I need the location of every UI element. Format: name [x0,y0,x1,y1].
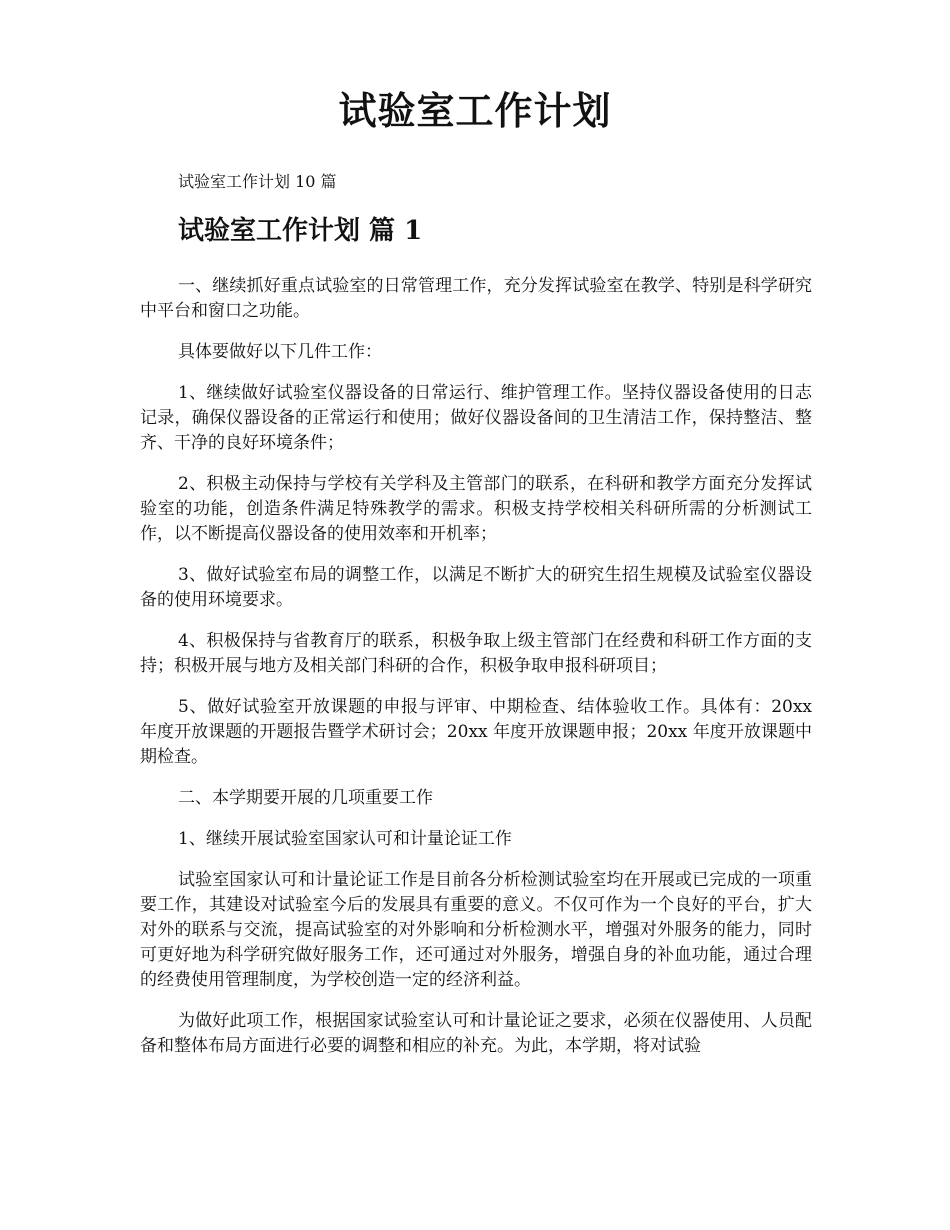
paragraph: 具体要做好以下几件工作： [178,342,382,362]
paragraph: 5、做好试验室开放课题的申报与评审、中期检查、结体验收工作。具体有：20xx 年度开放课题的开题报告暨学术研讨会；20xx 年度开放课题申报；20xx 年度开放课题中期检查。 [140,697,812,767]
paragraph: 为做好此项工作，根据国家试验室认可和计量论证之要求，必须在仪器使用、人员配备和整体布局方面进行必要的调整和相应的补充。为此，本学期，将对试验 [140,1011,812,1056]
paragraph: 1、继续开展试验室国家认可和计量论证工作 [178,829,512,849]
paragraph: 二、本学期要开展的几项重要工作 [178,788,433,808]
section-heading: 试验室工作计划 篇 1 [178,216,423,246]
paragraph: 1、继续做好试验室仪器设备的日常运行、维护管理工作。坚持仪器设备使用的日志记录，确保仪器设备的正常运行和使用；做好仪器设备间的卫生清洁工作，保持整洁、整齐、干净的良好环境条件； [140,383,812,453]
paragraph: 2、积极主动保持与学校有关学科及主管部门的联系，在科研和教学方面充分发挥试验室的功能，创造条件满足特殊教学的需求。积极支持学校相关科研所需的分析测试工作，以不断提高仪器设备的使用效率和开机率； [140,474,812,544]
document-subtitle: 试验室工作计划 10 篇 [178,172,337,191]
paragraph: 一、继续抓好重点试验室的日常管理工作，充分发挥试验室在教学、特别是科学研究中平台和窗口之功能。 [140,276,812,321]
document-body [140,170,812,1075]
paragraph: 试验室国家认可和计量论证工作是目前各分析检测试验室均在开展或已完成的一项重要工作，其建设对试验室今后的发展具有重要的意义。不仅可作为一个良好的平台，扩大对外的联系与交流，提高试验室的对外影响和分析检测水平，增强对外服务的能力，同时可更好地为科学研究做好服务工作，还可通过对外服务，增强自身的补血功能，通过合理的经费使用管理制度，为学校创造一定的经济利益。 [140,870,812,990]
paragraph: 4、积极保持与省教育厅的联系，积极争取上级主管部门在经费和科研工作方面的支持；积极开展与地方及相关部门科研的合作，积极争取申报科研项目； [140,631,812,676]
document-title: 试验室工作计划 [338,88,612,133]
paragraph: 3、做好试验室布局的调整工作，以满足不断扩大的研究生招生规模及试验室仪器设备的使用环境要求。 [140,565,812,610]
